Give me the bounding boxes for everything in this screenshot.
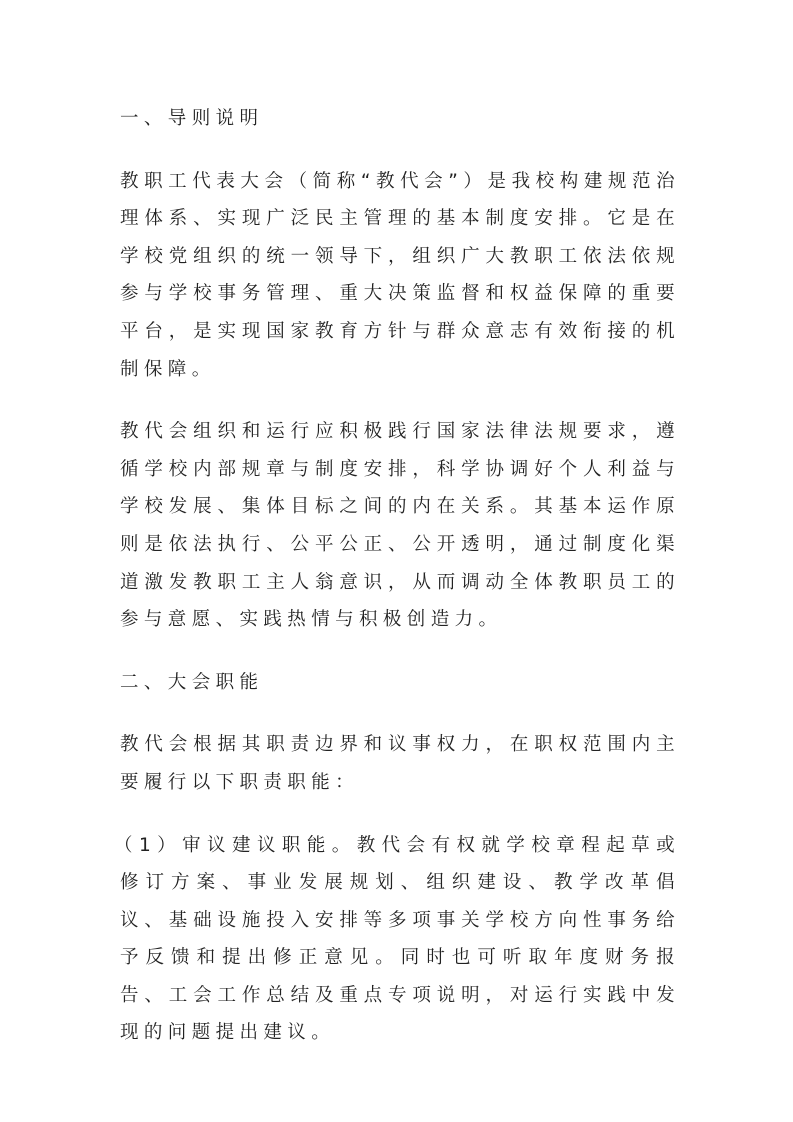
paragraph: 教代会组织和运行应积极践行国家法律法规要求，遵循学校内部规章与制度安排，科学协调好个人利益与学校发展、集体目标之间的内在关系。其基本运作原则是依法执行、公平公正、公开透明，通过制度化渠道激发教职工主人翁意识，从而调动全体教职员工的参与意愿、实践热情与积极创造力。: [120, 421, 680, 631]
section-guidelines: [120, 100, 680, 639]
section-heading: 一、导则说明: [120, 108, 264, 129]
document-page: [114, 100, 680, 1077]
paragraph: 教代会根据其职责边界和议事权力，在职权范围内主要履行以下职责职能：: [120, 734, 680, 793]
paragraph: 教职工代表大会（简称“教代会”）是我校构建规范治理体系、实现广泛民主管理的基本制度安排。它是在学校党组织的统一领导下，组织广大教职工依法依规参与学校事务管理、重大决策监督和权益保障的重要平台，是实现国家教育方针与群众意志有效衔接的机制保障。: [120, 170, 680, 380]
section-heading: 二、大会职能: [120, 671, 264, 693]
list-item-paragraph: （1）审议建议职能。教代会有权就学校章程起草或修订方案、事业发展规划、组织建设、教学改革倡议、基础设施投入安排等多项事关学校方向性事务给予反馈和提出修正意见。同时也可听取年度财务报告、工会工作总结及重点专项说明，对运行实践中发现的问题提出建议。: [114, 834, 680, 1044]
section-functions: [114, 664, 680, 1052]
